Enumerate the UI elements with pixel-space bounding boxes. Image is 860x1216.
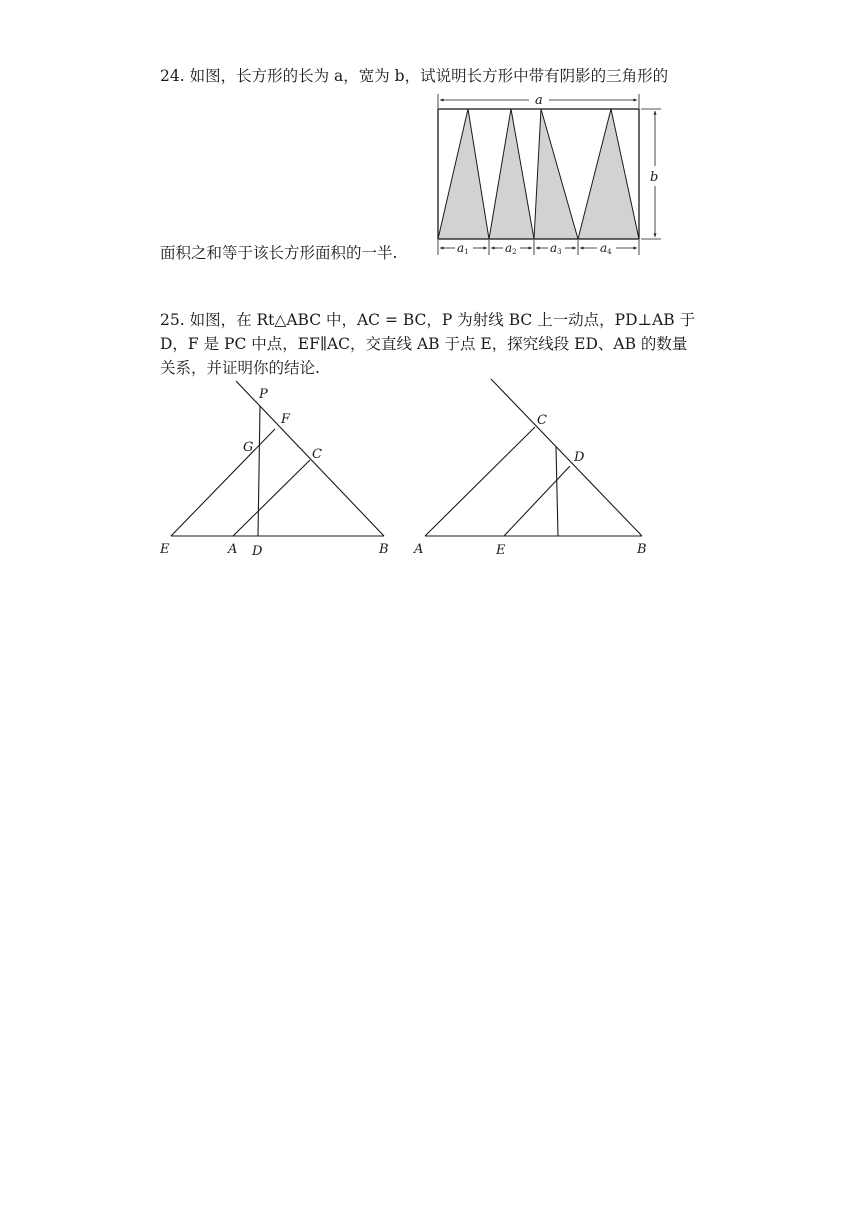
label-a1: a1 <box>457 241 469 256</box>
label-P: P <box>259 387 268 402</box>
line-PD <box>258 406 260 536</box>
label-A: A <box>228 542 238 557</box>
q25-figure-2 <box>405 372 655 560</box>
label-B: B <box>379 542 389 557</box>
q24-text-line2: 面积之和等于该长方形面积的一半. <box>160 244 398 262</box>
label-A: A <box>414 542 424 557</box>
shaded-triangle-1 <box>438 109 489 239</box>
label-F: F <box>281 412 291 427</box>
q24-text-line1: 24. 如图，长方形的长为 a，宽为 b，试说明长方形中带有阴影的三角形的 <box>160 67 669 85</box>
line-AC <box>233 460 310 536</box>
label-C: C <box>312 447 322 462</box>
line-AC <box>425 427 535 536</box>
shaded-triangle-4 <box>578 109 639 239</box>
line-perpendicular <box>556 447 558 536</box>
label-B: B <box>637 542 647 557</box>
label-D: D <box>574 450 585 465</box>
label-G: G <box>243 440 254 455</box>
line-ED <box>504 466 570 536</box>
label-a: a <box>535 93 543 108</box>
label-C: C <box>537 413 547 428</box>
label-a4: a4 <box>600 241 612 256</box>
label-E: E <box>496 543 506 558</box>
q25-figure-1 <box>150 378 400 560</box>
label-E: E <box>160 542 170 557</box>
label-a3: a3 <box>550 241 562 256</box>
q25-text-line3: 关系，并证明你的结论. <box>160 359 320 377</box>
line-ray-B-C <box>491 379 642 536</box>
label-D: D <box>252 544 263 559</box>
label-a2: a2 <box>505 241 517 256</box>
q25-text-line2: D，F 是 PC 中点，EF∥AC，交直线 AB 于点 E，探究线段 ED、AB 的数量 <box>160 335 688 353</box>
q24-rectangle-figure <box>425 88 670 260</box>
label-b: b <box>650 170 659 185</box>
shaded-triangle-3 <box>534 109 578 239</box>
shaded-triangle-2 <box>489 109 534 239</box>
q25-text-line1: 25. 如图，在 Rt△ABC 中，AC = BC，P 为射线 BC 上一动点，PD⊥AB 于 <box>160 311 696 329</box>
